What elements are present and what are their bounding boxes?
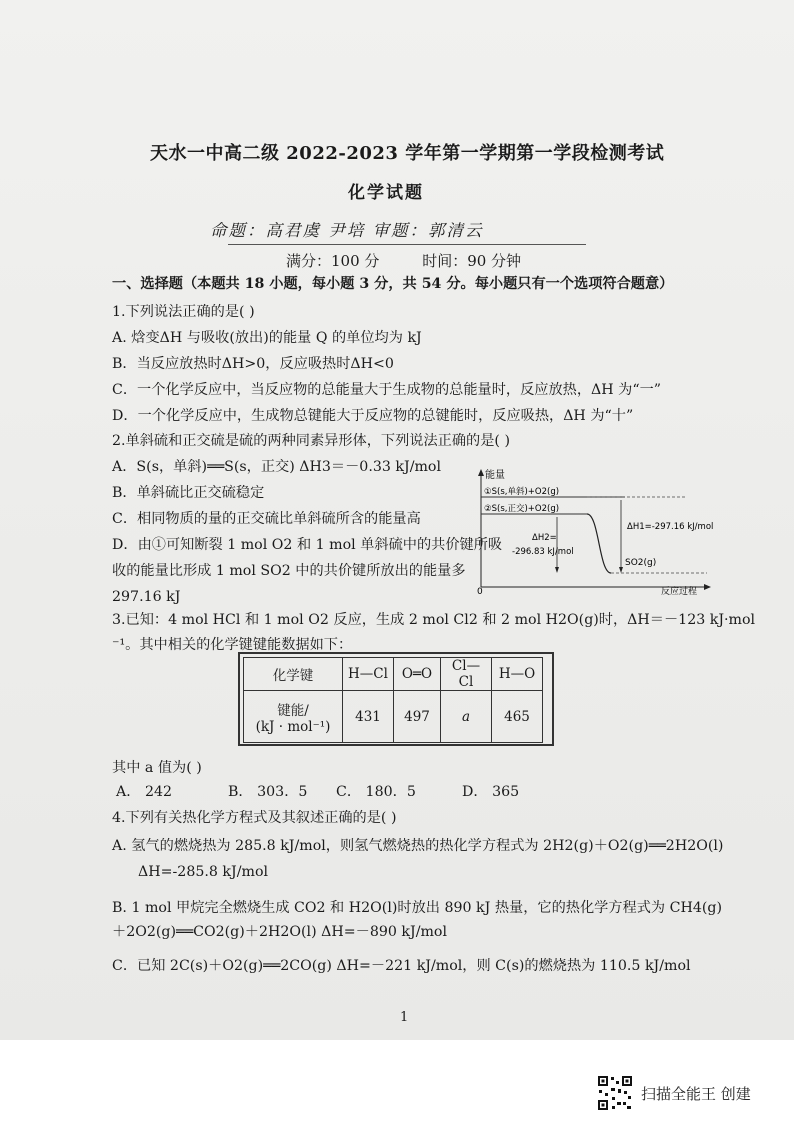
q4-option-a-line1: A. 氢气的燃烧热为 285.8 kJ/mol，则氢气燃烧热的热化学方程式为 2H2(g)＋O2(g)══2H2O(l) (112, 838, 724, 854)
table-row-label (244, 691, 343, 743)
table-cell: 497 (394, 691, 441, 743)
reaction-curve (587, 514, 611, 573)
dh1-label: ΔH1=-297.16 kJ/mol (627, 522, 714, 532)
table-row (244, 658, 543, 691)
exam-time: 时间：90 分钟 (422, 252, 522, 270)
q3-option-d: D． 365 (462, 784, 520, 800)
dh2-label: ΔH2= (532, 533, 557, 543)
q1-stem: 1.下列说法正确的是( ) (112, 304, 255, 320)
state2-label: ②S(s,正交)+O2(g) (484, 504, 560, 514)
table-header-cell: O═O (394, 658, 441, 691)
q3-stem-line2: ⁻¹。其中相关的化学键键能数据如下： (112, 637, 353, 653)
score-time-line (286, 250, 559, 271)
subject-title: 化学试题 (348, 183, 424, 203)
product-label: SO2(g) (625, 558, 657, 568)
q4-option-b-line1: B. 1 mol 甲烷完全燃烧生成 CO2 和 H2O(l)时放出 890 kJ 热量，它的热化学方程式为 CH4(g) (112, 900, 723, 916)
q3-option-c: C． 180．5 (336, 784, 416, 800)
q2-option-d-line3: 297.16 kJ (112, 589, 181, 605)
dh1-arrowhead-icon (619, 567, 623, 573)
q2-option-d-line2: 收的能量比形成 1 mol SO2 中的共价键所放出的能量多 (112, 563, 466, 579)
section-heading: 一、选择题（本题共 18 小题，每小题 3 分，共 54 分。每小题只有一个选项符合题意） (112, 276, 674, 292)
q3-ask: 其中 a 值为( ) (112, 760, 202, 776)
table-header-cell: 化学键 (244, 658, 343, 691)
q1-option-d: D．一个化学反应中，生成物总键能大于反应物的总键能时，反应吸热，ΔH 为“十” (112, 408, 634, 424)
full-score: 满分：100 分 (286, 252, 380, 270)
table-header-cell: H—Cl (343, 658, 394, 691)
row-label-line2: (kJ · mol⁻¹) (255, 718, 331, 735)
scanner-watermark-text: 扫描全能王 创建 (641, 1085, 751, 1103)
table-row (244, 691, 543, 743)
authors-line: 命题：高君虞 尹培 审题：郭清云 (210, 221, 484, 240)
divider (228, 244, 586, 245)
y-axis-label: 能量 (485, 470, 505, 481)
table-cell: 465 (492, 691, 543, 743)
q4-option-c: C．已知 2C(s)＋O2(g)══2CO(g) ΔH=－221 kJ/mol，则 C(s)的燃烧热为 110.5 kJ/mol (112, 958, 691, 974)
q4-option-b-line2: ＋2O2(g)══CO2(g)＋2H2O(l) ΔH=－890 kJ/mol (112, 924, 448, 940)
q2-option-d-line1: D．由①可知断裂 1 mol O2 和 1 mol 单斜硫中的共价键所吸 (112, 537, 503, 553)
q1-option-a: A. 焓变ΔH 与吸收(放出)的能量 Q 的单位均为 kJ (112, 330, 422, 346)
page-number: 1 (400, 1010, 409, 1025)
dh2-arrowhead-icon (555, 567, 559, 573)
q4-option-a-line2: ΔH=-285.8 kJ/mol (138, 864, 269, 880)
exam-title: 天水一中高二级 2022-2023 学年第一学期第一学段检测考试 (150, 143, 665, 164)
q3-option-a: A． 242 (116, 784, 173, 800)
table-cell: a (441, 691, 492, 743)
energy-diagram (475, 467, 715, 595)
q1-option-b: B．当反应放热时ΔH>0，反应吸热时ΔH<0 (112, 356, 394, 372)
table-header-cell: Cl—Cl (441, 658, 492, 691)
q2-option-b: B．单斜硫比正交硫稳定 (112, 485, 265, 501)
q2-option-c: C．相同物质的量的正交硫比单斜硫所含的能量高 (112, 511, 421, 527)
x-axis-arrow-icon (704, 584, 711, 590)
bond-energy-table (243, 657, 543, 743)
state1-label: ①S(s,单斜)+O2(g) (484, 487, 560, 497)
qr-code-icon (597, 1075, 633, 1111)
table-cell: 431 (343, 691, 394, 743)
table-header-cell: H—O (492, 658, 543, 691)
q1-option-c: C．一个化学反应中，当反应物的总能量大于生成物的总能量时，反应放热，ΔH 为“一” (112, 382, 662, 398)
row-label-line1: 键能/ (277, 702, 309, 719)
dh2-value: -296.83 kJ/mol (512, 547, 574, 557)
q2-option-a: A．S(s，单斜)══S(s，正交) ΔH3＝－0.33 kJ/mol (112, 459, 442, 475)
q4-stem: 4.下列有关热化学方程式及其叙述正确的是( ) (112, 810, 397, 826)
q2-stem: 2.单斜硫和正交硫是硫的两种同素异形体，下列说法正确的是( ) (112, 433, 510, 449)
q3-stem-line1: 3.已知：4 mol HCl 和 1 mol O2 反应，生成 2 mol Cl2 和 2 mol H2O(g)时，ΔH＝－123 kJ·mol (112, 612, 756, 628)
x-axis-label: 反应过程 (661, 587, 698, 595)
origin-label: 0 (477, 587, 483, 595)
q3-option-b: B． 303．5 (228, 784, 308, 800)
y-axis-arrow-icon (478, 469, 484, 476)
